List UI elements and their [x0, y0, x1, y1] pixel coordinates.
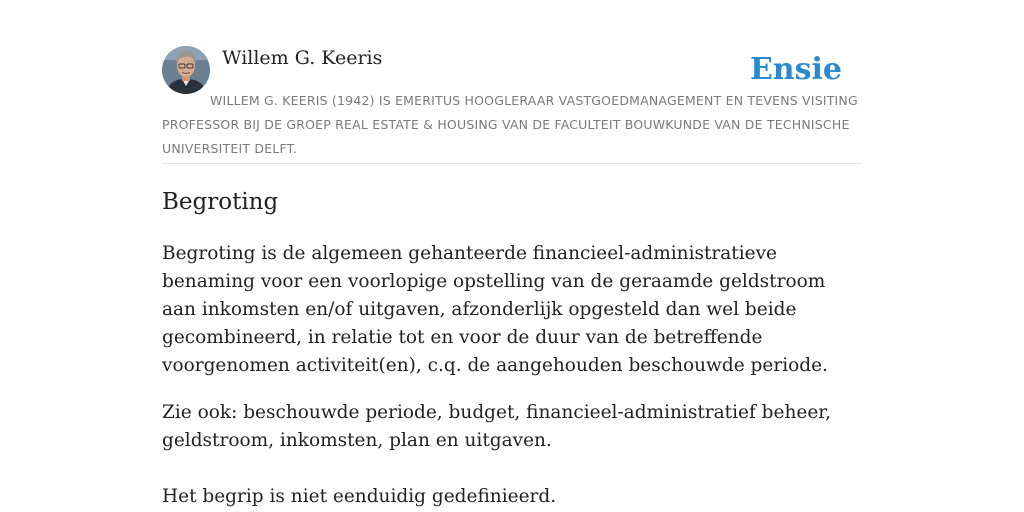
- author-bio: WILLEM G. KEERIS (1942) IS EMERITUS HOOGLERAAR VASTGOEDMANAGEMENT EN TEVENS VISITING PROFESSOR BIJ DE GROEP REAL ESTATE & HOUSING VAN DE FACULTEIT BOUWKUNDE VAN DE TECHNISCHE UNIVERSITEIT DELFT.: [162, 93, 858, 156]
- ensie-logo-link[interactable]: Ensie: [749, 52, 842, 87]
- entry-title: Begroting: [162, 189, 279, 215]
- header-divider: [162, 163, 862, 164]
- author-name[interactable]: Willem G. Keeris: [222, 47, 383, 69]
- note-paragraph: Het begrip is niet eenduidig gedefinieerd.: [162, 486, 557, 507]
- author-portrait-icon: [162, 46, 210, 94]
- see-also-paragraph: Zie ook: beschouwde periode, budget, financieel-administratief beheer, geldstroom, inkomsten, plan en uitgaven.: [162, 402, 831, 451]
- definition-paragraph: Begroting is de algemeen gehanteerde financieel-administratieve benaming voor een voorlopige opstelling van de geraamde geldstroom aan inkomsten en/of uitgaven, afzonderlijk opgesteld dan wel beide gecombineerd, in relatie tot en voor de duur van de betreffende voorgenomen activiteit(en), c.q. de aangehouden beschouwde periode.: [162, 243, 828, 376]
- entry-page: [162, 0, 862, 512]
- author-avatar[interactable]: [162, 46, 210, 94]
